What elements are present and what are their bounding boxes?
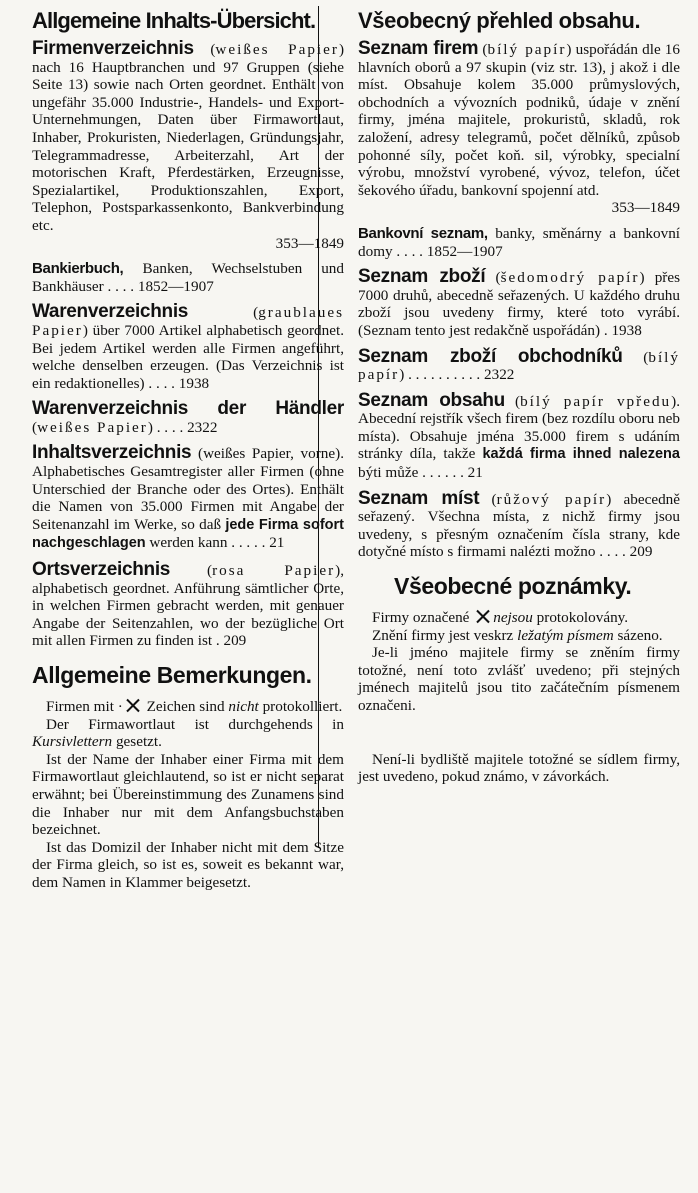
- entry-bankierbuch: Bankierbuch, Banken, Wechselstuben und Bankhäuser . . . . 1852—1907: [32, 260, 344, 295]
- entry-inhaltsverzeichnis: Inhaltsverzeichnis (weißes Papier, vorne). Alphabetisches Gesamtregister aller Firmen (ohne Unterschied der Branche oder des Ortes). Enthält die Namen von 35.000 Firmen mit Angabe der Seitenanzahl im Werke, so daß jede Firma sofort nachgeschlagen werden kann . . . . . 21: [32, 442, 344, 552]
- german-header: Allgemeine Inhalts-Übersicht.: [32, 8, 316, 33]
- entry-seznam-zbozi-obchodniku: Seznam zboží obchodníků (bílý papír) . . . . . . . . . . 2322: [358, 345, 680, 384]
- x-mark-icon: [476, 609, 490, 623]
- page-range: 353—1849: [611, 199, 680, 217]
- entry-bankovni-seznam: Bankovní seznam, banky, směnárny a bankovní domy . . . . 1852—1907: [358, 224, 681, 260]
- paragraph-gap: [358, 715, 680, 751]
- czech-notes: Firmy označené nejsou protokolovány. Znění firmy jest veskrz ležatým písmem sázeno. Je-li jméno majitele firmy se zněním firmy totožné, není toto zvlášť uvedeno; při stejných jménech majitelů jsou tito začátečním písmenem označeni. Není-li bydliště majitele totožné se sídlem firmy, jest uvedeno, pokud známo, v závorkách.: [358, 609, 680, 786]
- czech-header: Všeobecný přehled obsahu.: [358, 8, 641, 33]
- x-mark-icon: [126, 698, 140, 712]
- entry-seznam-obsahu: Seznam obsahu (bílý papír vpředu). Abecední rejstřík všech firem (bez rozdílu oboru neb místa). Obsahuje jména 35.000 firem s udáním stránky díla, takže každá firma ihned nalezena býti může . . . . . . 21: [358, 389, 680, 482]
- german-notes: Firmen mit · Zeichen sind nicht protokolliert. Der Firmawortlaut ist durchgehends in Kursivlettern gesetzt. Ist der Name der Inhaber einer Firma mit dem Firmawortlaut gleichlautend, so ist er nicht separat erwähnt; bei Übereinstimmung des Zunamens sind die Inhaber nur mit dem Anfangsbuchstaben bezeichnet. Ist das Domizil der Inhaber nicht mit dem Sitze der Firma gleich, so ist es, soweit es bekannt war, dem Namen in Klammer beigesetzt.: [32, 698, 344, 891]
- entry-seznam-zbozi: Seznam zboží (šedomodrý papír) přes 7000 druhů, abecedně seřazených. U každého druhu zboží jsou uvedeny firmy, které toto vyrábí. (Seznam tento jest redakčně uspořádán) . 1938: [358, 266, 680, 339]
- page-range: 353—1849: [275, 234, 344, 252]
- czech-column: [350, 6, 680, 892]
- entry-warenverzeichnis-haendler: Warenverzeichnis der Händler (weißes Papier) . . . . 2322: [32, 398, 344, 436]
- entry-ortsverzeichnis: Ortsverzeichnis (rosa Papier), alphabetisch geordnet. Anführung sämtlicher Orte, in welchen Firmen gebracht werden, mit genauer Angabe der Seitenzahlen, wo der bezügliche Ort mit allen Firmen zu finden ist . 209: [32, 559, 345, 650]
- entry-seznam-firem: Seznam firem (bílý papír) uspořádán dle 16 hlavních oborů a 97 skupin (viz str. 13), j akož i dle míst. Obsahuje kolem 35.000 průmyslových, obchodních a vývozních podniků, údaje v znění firmy, jména majitele, prokuristů, skladů, rok založení, adresy telegramů, počet dělníků, způsob pohonné síly, počet koň. sil, výrobky, specialní výrobu, množství vyrobené, vývoz, telefon, účet šekového úřadu, bankovní spojenní atd. 353—1849: [358, 38, 680, 217]
- german-column: [32, 6, 350, 892]
- czech-notes-title: Všeobecné poznámky.: [394, 573, 632, 600]
- german-notes-title: Allgemeine Bemerkungen.: [32, 662, 312, 688]
- entry-seznam-mist: Seznam míst (růžový papír) abecedně seřazený. Všechna místa, z nichž firmy jsou uvedeny, s přesným označením čísla strany, kde dotyčné místo s firmami nalézti možno . . . . 209: [358, 487, 680, 561]
- entry-firmenverzeichnis: Firmenverzeichnis (weißes Papier) nach 16 Hauptbranchen und 97 Gruppen (siehe Seite 13) sowie nach Orten geordnet. Enthält von ungefähr 35.000 Industrie-, Handels- und Export-Unternehmungen, Daten über Firmawortlaut, Inhaber, Prokuristen, Niederlagen, Gründungsjahr, Telegrammadresse, Arbeiterzahl, Art der motorischen Kraft, Pferdestärken, Erzeugnisse, Spezialartikel, Produktionszahlen, Export, Telephon, Postsparkassenkonto, Bankverbindung etc. 353—1849: [32, 38, 344, 252]
- entry-warenverzeichnis: Warenverzeichnis (graublaues Papier) über 7000 Artikel alphabetisch geordnet. Bei jedem Artikel werden alle Firmen angeführt, welche denselben erzeugen. (Das Verzeichnis ist ein redaktionelles) . . . . 1938: [32, 301, 344, 392]
